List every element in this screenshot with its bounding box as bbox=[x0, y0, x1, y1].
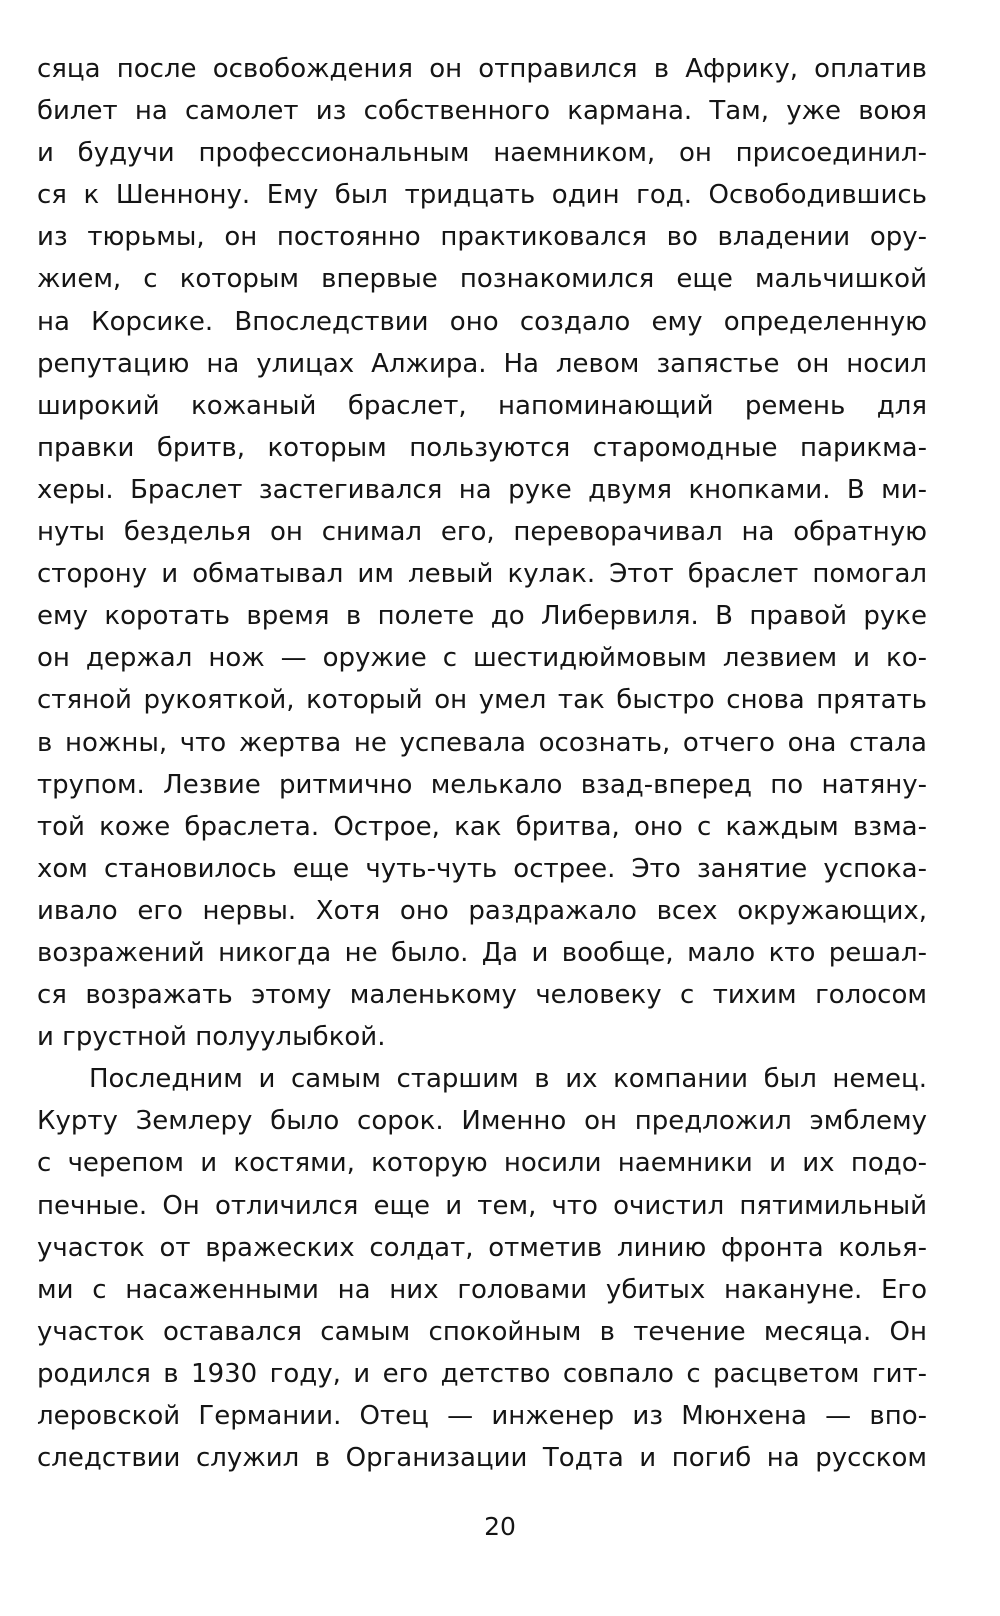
text-line: ся к Шеннону. Ему был тридцать один год. Освободившись bbox=[37, 180, 927, 211]
text-line: стяной рукояткой, который он умел так быстро снова прятать bbox=[37, 685, 927, 716]
text-line: той коже браслета. Острое, как бритва, оно с каждым взма- bbox=[37, 811, 927, 842]
text-line: жием, с которым впервые познакомился еще мальчишкой bbox=[37, 264, 927, 295]
body-text bbox=[37, 48, 927, 1479]
text-line: на Корсике. Впоследствии оно создало ему определенную bbox=[37, 306, 927, 337]
text-line: ми с насаженными на них головами убитых накануне. Его bbox=[37, 1274, 927, 1305]
text-line: нуты безделья он снимал его, переворачивал на обратную bbox=[37, 517, 927, 548]
text-line: сторону и обматывал им левый кулак. Этот браслет помогал bbox=[37, 559, 927, 590]
text-line: участок от вражеских солдат, отметив линию фронта колья- bbox=[37, 1232, 927, 1263]
text-line: ивало его нервы. Хотя оно раздражало всех окружающих, bbox=[37, 895, 927, 926]
page-number: 20 bbox=[484, 1512, 516, 1541]
text-line: и будучи профессиональным наемником, он присоединил- bbox=[37, 138, 927, 169]
text-line: билет на самолет из собственного кармана. Там, уже воюя bbox=[37, 96, 927, 127]
text-line: ся возражать этому маленькому человеку с тихим голосом bbox=[37, 980, 927, 1011]
text-line: широкий кожаный браслет, напоминающий ремень для bbox=[37, 390, 927, 421]
text-line: хом становилось еще чуть-чуть острее. Это занятие успока- bbox=[37, 853, 927, 884]
text-line: печные. Он отличился еще и тем, что очистил пятимильный bbox=[37, 1190, 927, 1221]
text-line: следствии служил в Организации Тодта и погиб на русском bbox=[37, 1443, 927, 1474]
text-line: возражений никогда не было. Да и вообще, мало кто решал- bbox=[37, 937, 927, 968]
text-line: в ножны, что жертва не успевала осознать, отчего она стала bbox=[37, 727, 927, 758]
text-line: сяца после освобождения он отправился в Африку, оплатив bbox=[37, 54, 927, 84]
text-line: правки бритв, которым пользуются старомодные парикма- bbox=[37, 432, 927, 463]
text-line: он держал нож — оружие с шестидюймовым лезвием и ко- bbox=[37, 643, 927, 674]
text-line: родился в 1930 году, и его детство совпало с расцветом гит- bbox=[37, 1358, 927, 1389]
text-line: и грустной полуулыбкой. bbox=[37, 1022, 386, 1053]
paragraph-first-line: Последним и самым старшим в их компании был немец. bbox=[89, 1064, 927, 1095]
text-line: херы. Браслет застегивался на руке двумя кнопками. В ми- bbox=[37, 474, 927, 505]
text-line: репутацию на улицах Алжира. На левом запястье он носил bbox=[37, 348, 927, 379]
text-line: Курту Землеру было сорок. Именно он предложил эмблему bbox=[37, 1106, 927, 1137]
text-line: с черепом и костями, которую носили наемники и их подо- bbox=[37, 1148, 927, 1179]
text-line: участок оставался самым спокойным в течение месяца. Он bbox=[37, 1316, 927, 1347]
text-line: из тюрьмы, он постоянно практиковался во владении ору- bbox=[37, 222, 927, 253]
text-line: ему коротать время в полете до Либервиля. В правой руке bbox=[37, 601, 927, 632]
text-line: леровской Германии. Отец — инженер из Мюнхена — впо- bbox=[37, 1401, 927, 1431]
text-line: трупом. Лезвие ритмично мелькало взад-вперед по натяну- bbox=[37, 769, 927, 800]
